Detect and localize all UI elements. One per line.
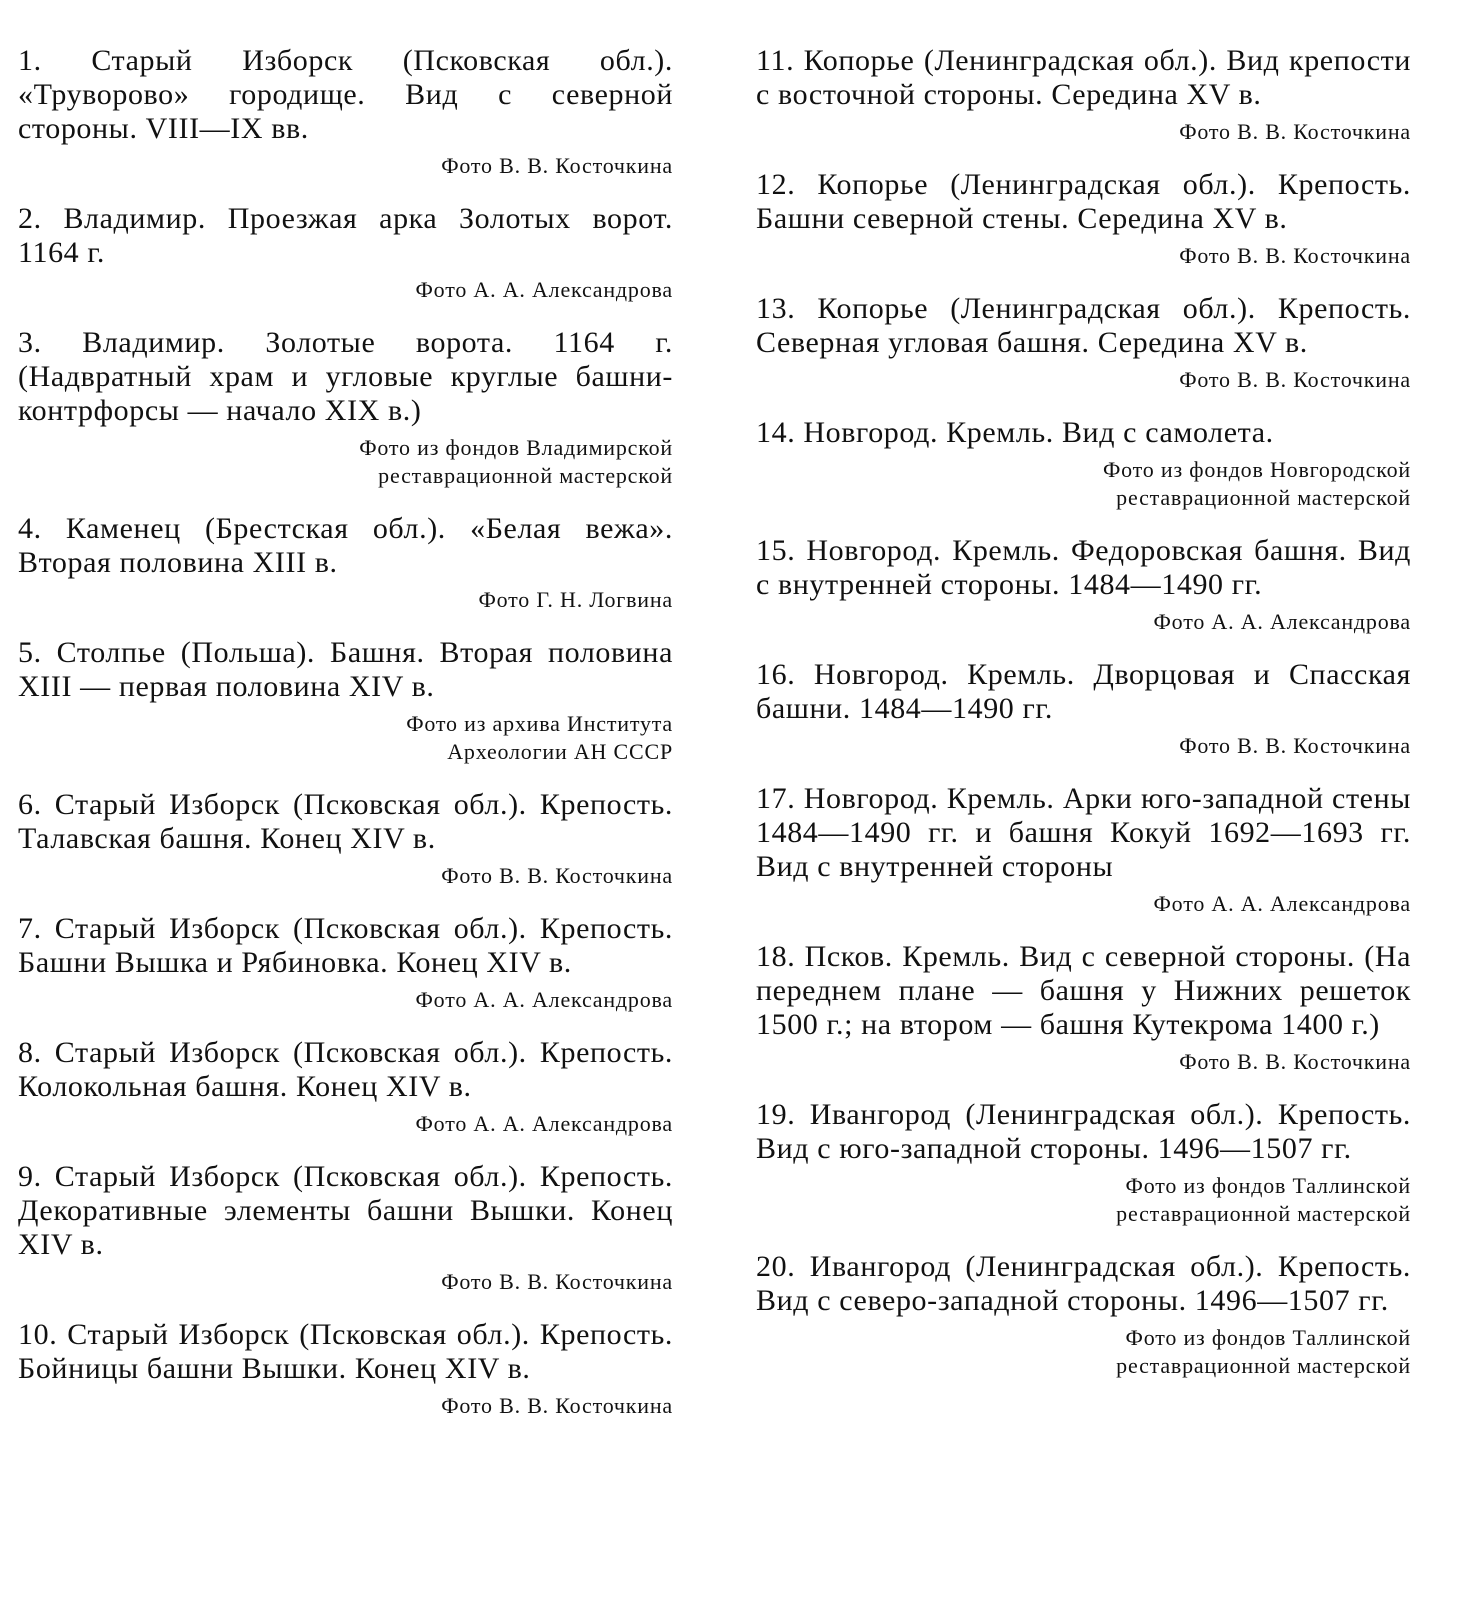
entry-caption: 1. Старый Изборск (Псковская обл.). «Труворово» городище. Вид с северной стороны. VIII—IX вв. <box>18 44 673 145</box>
photo-credit: Фото из фондов Новгородской реставрационной мастерской <box>1102 457 1411 510</box>
entry-caption: 13. Копорье (Ленинградская обл.). Крепость. Северная угловая башня. Середина XV в. <box>756 292 1411 359</box>
entry-2 <box>18 202 673 304</box>
entry-caption: 14. Новгород. Кремль. Вид с самолета. <box>756 416 1274 449</box>
entry-caption: 7. Старый Изборск (Псковская обл.). Крепость. Башни Вышка и Рябиновка. Конец XIV в. <box>18 912 673 979</box>
entry-caption: 4. Каменец (Брестская обл.). «Белая вежа». Вторая половина XIII в. <box>18 512 673 579</box>
entry-caption: 8. Старый Изборск (Псковская обл.). Крепость. Колокольная башня. Конец XIV в. <box>18 1036 673 1103</box>
entry-9 <box>18 1160 673 1296</box>
photo-credit: Фото А. А. Александрова <box>1153 891 1411 916</box>
entry-caption: 9. Старый Изборск (Псковская обл.). Крепость. Декоративные элементы башни Вышки. Конец XIV в. <box>18 1160 673 1261</box>
photo-credit: Фото В. В. Косточкина <box>1179 367 1411 392</box>
entry-caption: 12. Копорье (Ленинградская обл.). Крепость. Башни северной стены. Середина XV в. <box>756 168 1411 235</box>
photo-credit: Фото В. В. Косточкина <box>1179 1049 1411 1074</box>
entry-caption: 2. Владимир. Проезжая арка Золотых ворот. 1164 г. <box>18 202 673 269</box>
entry-caption: 18. Псков. Кремль. Вид с северной стороны. (На переднем плане — башня у Нижних решеток 1500 г.; на втором — башня Кутекрома 1400 г.) <box>756 940 1411 1041</box>
entry-caption: 15. Новгород. Кремль. Федоровская башня. Вид с внутренней стороны. 1484—1490 гг. <box>756 534 1411 601</box>
photo-credit: Фото В. В. Косточкина <box>441 1393 673 1418</box>
photo-credit: Фото из фондов Владимирской реставрационной мастерской <box>359 435 673 488</box>
entry-1 <box>18 44 673 180</box>
entry-caption: 17. Новгород. Кремль. Арки юго-западной стены 1484—1490 гг. и башня Кокуй 1692—1693 гг. Вид с внутренней стороны <box>756 782 1411 883</box>
photo-credit: Фото из фондов Таллинской реставрационной мастерской <box>1116 1325 1411 1378</box>
entry-caption: 16. Новгород. Кремль. Дворцовая и Спасская башни. 1484—1490 гг. <box>756 658 1411 725</box>
entry-10 <box>18 1318 673 1420</box>
entry-17 <box>756 782 1411 918</box>
entry-12 <box>756 168 1411 270</box>
entry-caption: 11. Копорье (Ленинградская обл.). Вид крепости с восточной стороны. Середина XV в. <box>756 44 1411 111</box>
entry-14 <box>756 416 1411 512</box>
photo-credit: Фото А. А. Александрова <box>415 277 673 302</box>
photo-credit: Фото В. В. Косточкина <box>441 863 673 888</box>
entry-18 <box>756 940 1411 1076</box>
photo-credit: Фото В. В. Косточкина <box>1179 243 1411 268</box>
entry-3 <box>18 326 673 490</box>
entry-6 <box>18 788 673 890</box>
entry-4 <box>18 512 673 614</box>
photo-credit: Фото А. А. Александрова <box>415 987 673 1012</box>
entry-caption: 20. Ивангород (Ленинградская обл.). Крепость. Вид с северо-западной стороны. 1496—1507 гг. <box>756 1250 1411 1317</box>
photo-credit: Фото В. В. Косточкина <box>441 1269 673 1294</box>
entry-13 <box>756 292 1411 394</box>
photo-credit: Фото В. В. Косточкина <box>1179 119 1411 144</box>
left-column <box>18 44 673 1420</box>
photo-credit: Фото В. В. Косточкина <box>1179 733 1411 758</box>
entry-15 <box>756 534 1411 636</box>
entry-8 <box>18 1036 673 1138</box>
photo-credit: Фото А. А. Александрова <box>415 1111 673 1136</box>
photo-credit: Фото Г. Н. Логвина <box>478 587 673 612</box>
entry-caption: 6. Старый Изборск (Псковская обл.). Крепость. Талавская башня. Конец XIV в. <box>18 788 673 855</box>
photo-credit: Фото из фондов Таллинской реставрационной мастерской <box>1116 1173 1411 1226</box>
photo-credit: Фото В. В. Косточкина <box>441 153 673 178</box>
entry-5 <box>18 636 673 766</box>
entry-7 <box>18 912 673 1014</box>
entry-caption: 3. Владимир. Золотые ворота. 1164 г. (Надвратный храм и угловые круглые башни-контрфорсы — начало XIX в.) <box>18 326 673 427</box>
photo-credit: Фото из архива Института Археологии АН СССР <box>406 711 673 764</box>
entry-19 <box>756 1098 1411 1228</box>
entry-11 <box>756 44 1411 146</box>
entry-caption: 10. Старый Изборск (Псковская обл.). Крепость. Бойницы башни Вышки. Конец XIV в. <box>18 1318 673 1385</box>
entry-caption: 19. Ивангород (Ленинградская обл.). Крепость. Вид с юго-западной стороны. 1496—1507 гг. <box>756 1098 1411 1165</box>
entry-caption: 5. Столпье (Польша). Башня. Вторая половина XIII — первая половина XIV в. <box>18 636 673 703</box>
entry-16 <box>756 658 1411 760</box>
right-column <box>756 44 1411 1380</box>
entry-20 <box>756 1250 1411 1380</box>
photo-credit: Фото А. А. Александрова <box>1153 609 1411 634</box>
